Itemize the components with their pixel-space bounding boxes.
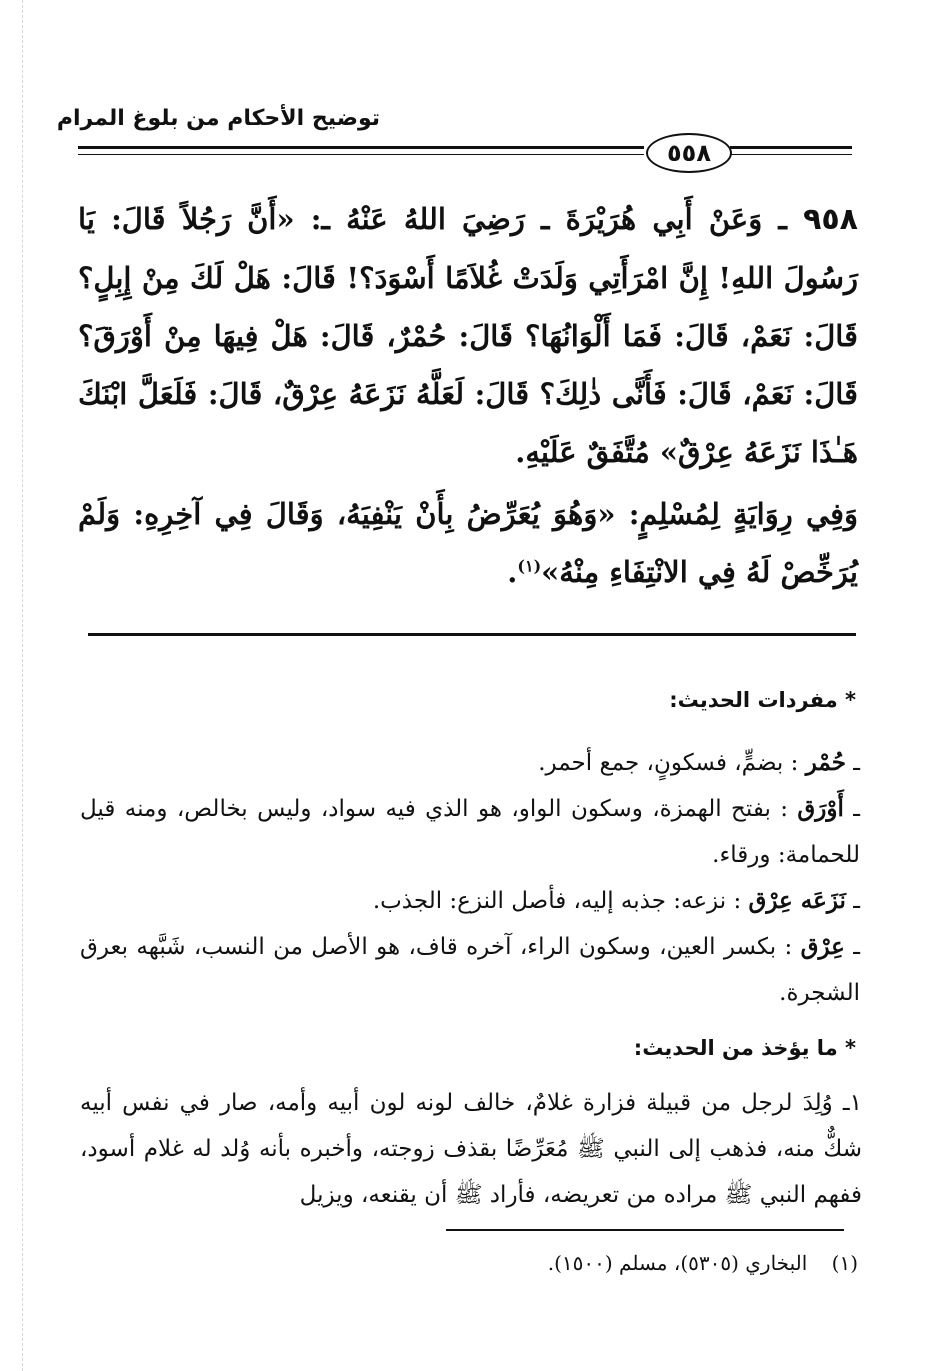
book-title: توضيح الأحكام من بلوغ المرام (56, 106, 380, 131)
vocab-explanation: : نزعه: جذبه إليه، فأصل النزع: الجذب. (372, 888, 742, 914)
vocabulary-list (80, 740, 860, 1016)
benefits-heading: * ما يؤخذ من الحديث: (633, 1036, 856, 1060)
hadith-block (78, 190, 858, 630)
vocab-item (80, 878, 860, 924)
section-divider (88, 633, 856, 636)
footnote-number: (١) (831, 1251, 858, 1275)
vocab-item (80, 740, 860, 786)
vocab-term: عِرْق (800, 933, 845, 960)
muslim-riwaya (78, 485, 858, 601)
vocab-term: نَزَعَه عِرْق (748, 887, 846, 914)
vocab-term: حُمْر (805, 749, 846, 776)
header-rule-left-thick (78, 146, 644, 149)
vocab-dash: ـ (853, 888, 860, 914)
header-rule-right-thick (730, 146, 852, 149)
benefit-paragraph: ١ـ وُلِدَ لرجل من قبيلة فزارة غلامٌ، خالف لونه لون أبيه وأمه، صار في نفس أبيه شكٌّ منه، فذهب إلى النبي ﷺ مُعَرِّضًا بقذف زوجته، وأخبره بأنه وُلد له غلام أسود، ففهم النبي ﷺ مراده من تعريضه، فأراد ﷺ أن يقنعه، ويزيل (80, 1090, 862, 1208)
vocab-dash: ـ (853, 796, 860, 822)
vocab-item (80, 924, 860, 1016)
footnote-marker: (١) (517, 556, 542, 576)
binding-margin-line (22, 0, 23, 1371)
footnote-text: البخاري (٥٣٠٥)، مسلم (١٥٠٠). (547, 1251, 808, 1275)
header-rule-left-thin (78, 154, 644, 155)
riwaya-text: وَفِي رِوَايَةٍ لِمُسْلِمٍ: «وَهُوَ يُعَرِّضُ بِأَنْ يَنْفِيَهُ، وَقَالَ فِي آخِرِهِ: وَلَمْ يُرَخِّصْ لَهُ فِي الانْتِفَاءِ مِنْهُ» (78, 497, 858, 589)
vocab-dash: ـ (853, 934, 860, 960)
riwaya-end: . (507, 555, 518, 589)
hadith-narration (78, 190, 858, 481)
footnote (98, 1248, 858, 1278)
vocab-explanation: : بفتح الهمزة، وسكون الواو، هو الذي فيه سواد، وليس بخالص، ومنه قيل للحمامة: ورقاء. (80, 796, 860, 868)
vocab-dash: ـ (853, 750, 860, 776)
footnote-rule (446, 1229, 844, 1231)
hadith-number: ٩٥٨ (803, 202, 858, 237)
hadith-dash: ـ (778, 202, 787, 236)
vocabulary-heading: * مفردات الحديث: (669, 688, 856, 712)
benefits-block (80, 1080, 862, 1218)
vocab-term: أَوْرَق (797, 795, 844, 822)
vocab-item (80, 786, 860, 878)
hadith-text: وَعَنْ أَبِي هُرَيْرَةَ ـ رَضِيَ اللهُ عَنْهُ ـ: «أَنَّ رَجُلاً قَالَ: يَا رَسُولَ اللهِ! إِنَّ امْرَأَتِي وَلَدَتْ غُلاَمًا أَسْوَدَ؟! قَالَ: هَلْ لَكَ مِنْ إِبِلٍ؟ قَالَ: نَعَمْ، قَالَ: فَمَا أَلْوَانُهَا؟ قَالَ: حُمْرٌ، قَالَ: هَلْ فِيهَا مِنْ أَوْرَقَ؟ قَالَ: نَعَمْ، قَالَ: فَأَنَّى ذٰلِكَ؟ قَالَ: لَعَلَّهُ نَزَعَهُ عِرْقٌ، قَالَ: فَلَعَلَّ ابْنَكَ هَـٰذَا نَزَعَهُ عِرْقٌ» مُتَّفَقٌ عَلَيْهِ. (78, 202, 858, 469)
vocab-explanation: : بضمٍّ، فسكونٍ، جمع أحمر. (538, 750, 799, 776)
header-rule-right-thin (730, 154, 852, 155)
page-number: ٥٥٨ (646, 133, 732, 173)
vocab-explanation: : بكسر العين، وسكون الراء، آخره قاف، هو الأصل من النسب، شَبَّهه بعرق الشجرة. (80, 934, 860, 1006)
